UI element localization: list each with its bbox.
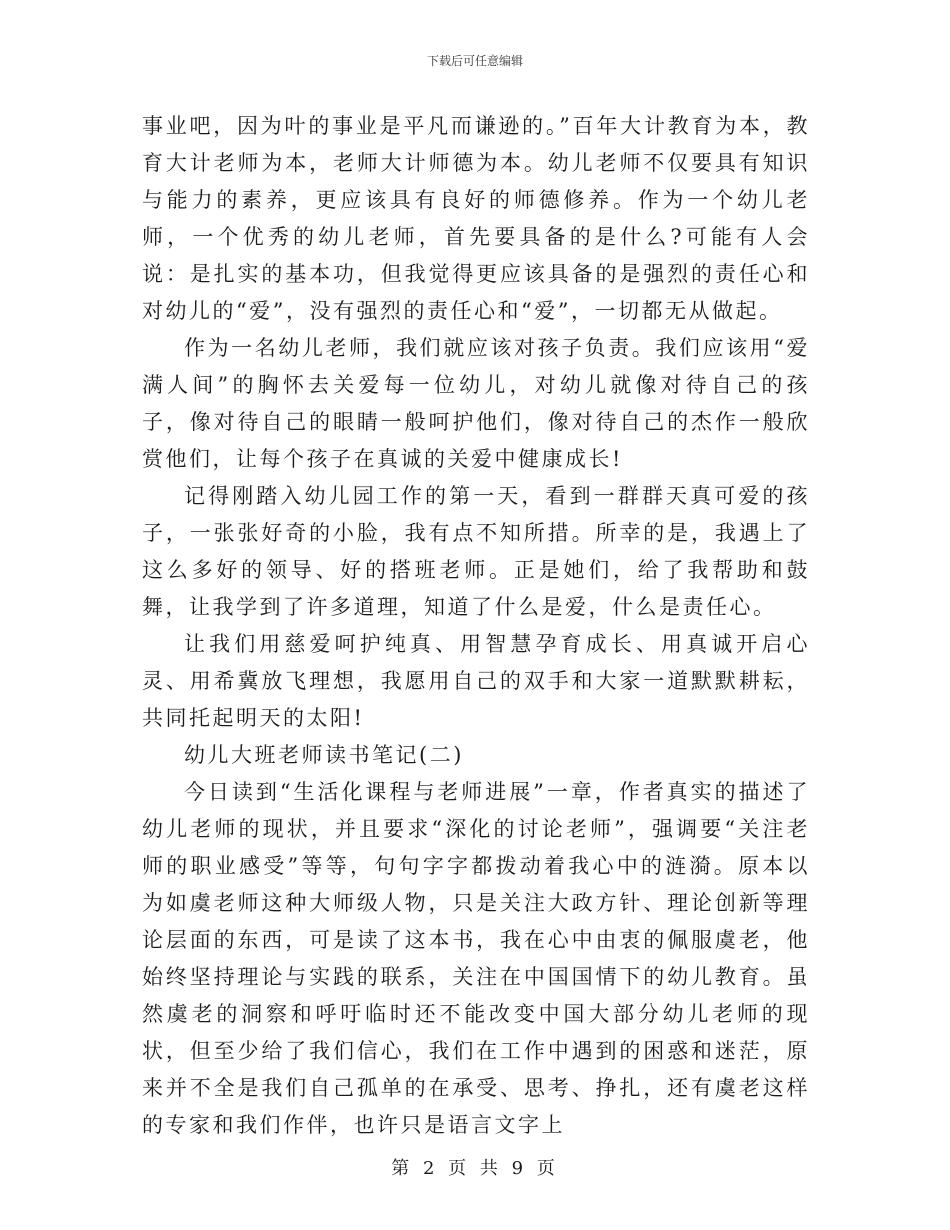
paragraph-2: 作为一名幼儿老师，我们就应该对孩子负责。我们应该用“爱满人间”的胸怀去关爱每一位幼儿，对幼儿就像对待自己的孩子，像对待自己的眼睛一般呵护他们，像对待自己的杰作一般欣赏他们，让每个孩子在真诚的关爱中健康成长!: [142, 336, 810, 471]
paragraph-5: 今日读到“生活化课程与老师进展”一章，作者真实的描述了幼儿老师的现状，并且要求“深化的讨论老师”，强调要“关注老师的职业感受”等等，句句字字都拨动着我心中的涟漪。原本以为如虞老师这种大师级人物，只是关注大政方针、理论创新等理论层面的东西，可是读了这本书，我在心中由衷的佩服虞老，他始终坚持理论与实践的联系，关注在中国国情下的幼儿教育。虽然虞老的洞察和呼吁临时还不能改变中国大部分幼儿老师的现状，但至少给了我们信心，我们在工作中遇到的困惑和迷茫，原来并不全是我们自己孤单的在承受、思考、挣扎，还有虞老这样的专家和我们作伴，也许只是语言文字上: [142, 780, 810, 1137]
page-number: 第 2 页 共 9 页: [391, 1158, 559, 1179]
paragraph-3: 记得刚踏入幼儿园工作的第一天，看到一群群天真可爱的孩子，一张张好奇的小脸，我有点不知所措。所幸的是，我遇上了这么多好的领导、好的搭班老师。正是她们，给了我帮助和鼓舞，让我学到了许多道理，知道了什么是爱，什么是责任心。: [142, 484, 810, 619]
body-text: [142, 108, 810, 1144]
header-note: 下载后可任意编辑: [426, 54, 523, 68]
paragraph-1: 事业吧，因为叶的事业是平凡而谦逊的。”百年大计教育为本，教育大计老师为本，老师大计师德为本。幼儿老师不仅要具有知识与能力的素养，更应该具有良好的师德修养。作为一个幼儿老师，一个优秀的幼儿老师，首先要具备的是什么?可能有人会说：是扎实的基本功，但我觉得更应该具备的是强烈的责任心和对幼儿的“爱”，没有强烈的责任心和“爱”，一切都无从做起。: [142, 114, 810, 323]
section-heading: 幼儿大班老师读书笔记(二): [184, 743, 464, 767]
paragraph-4: 让我们用慈爱呵护纯真、用智慧孕育成长、用真诚开启心灵、用希冀放飞理想，我愿用自己的双手和大家一道默默耕耘，共同托起明天的太阳!: [142, 632, 810, 730]
